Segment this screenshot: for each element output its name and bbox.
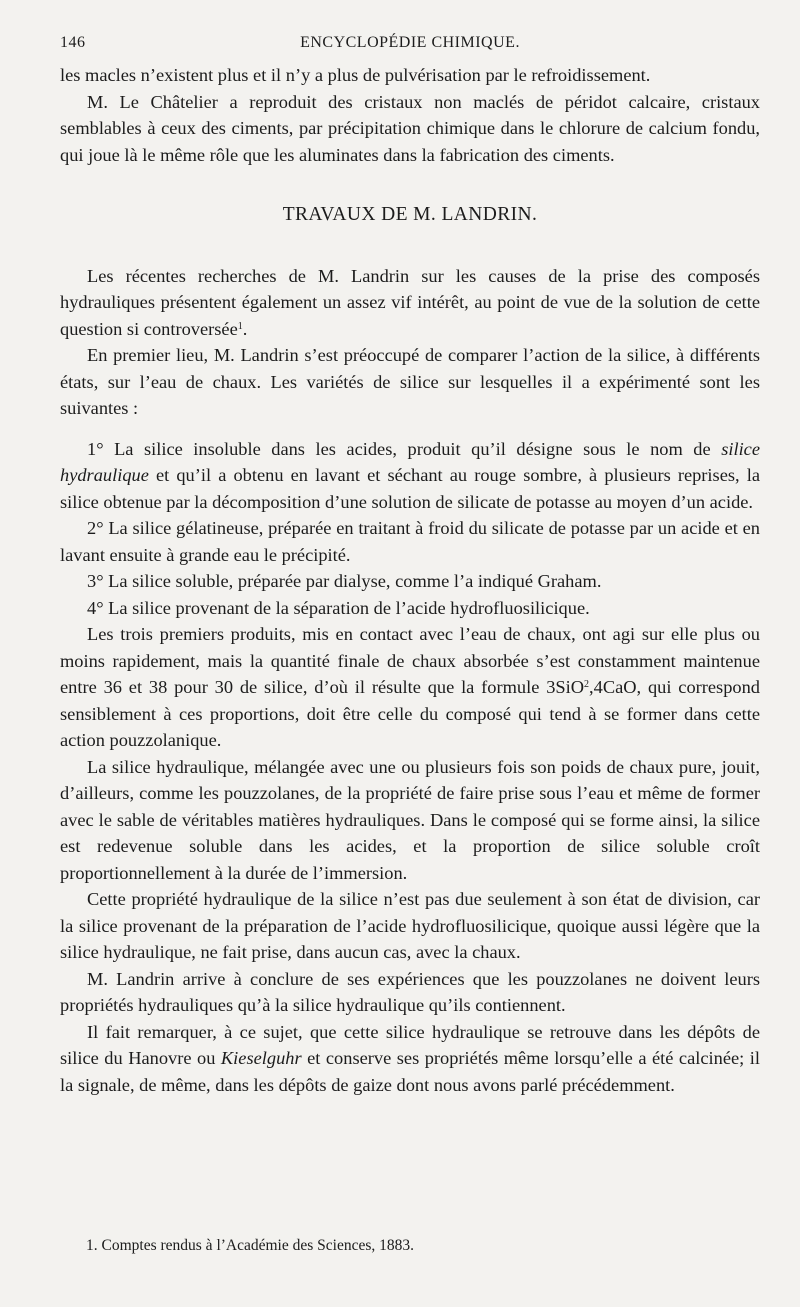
paragraph — [60, 1019, 760, 1099]
list-item — [60, 436, 760, 516]
paragraph: Cette propriété hydraulique de la silice n’est pas due seulement à son état de division, car la silice provenant de la préparation de l’acide hydrofluosilicique, quoique aussi légère que la silice hydraulique, ne fait prise, dans aucun cas, avec la chaux. — [60, 889, 760, 962]
paragraph-text: Il fait remarquer, à ce sujet, que cette silice hydraulique se retrouve dans les dépôts de silice du Hanovre ou — [60, 1021, 760, 1068]
body-text — [60, 62, 760, 1098]
paragraph-text: Les récentes recherches de M. Landrin sur les causes de la prise des composés hydrauliques présentent également un assez vif intérêt, au point de vue de la solution de cette question si controversée — [60, 265, 760, 339]
running-title: ENCYCLOPÉDIE CHIMIQUE. — [300, 34, 520, 51]
list-item-text-end: et qu’il a obtenu en lavant et séchant au rouge sombre, à plusieurs reprises, la silice obtenue par la décomposition d’une solution de silicate de potasse au moyen d’un acide. — [60, 465, 760, 512]
paragraph: La silice hydraulique, mélangée avec une ou plusieurs fois son poids de chaux pure, jouit, d’ailleurs, comme les pouzzolanes, de la propriété de faire prise sous l’eau et même de former avec le sable de véritables matières hydrauliques. Dans le composé qui se forme ainsi, la silice est redevenue soluble dans les acides, et la proportion de silice soluble croît proportionnellement à la durée de l’immersion. — [60, 756, 760, 883]
page-header — [60, 34, 760, 56]
footnote: 1. Comptes rendus à l’Académie des Sciences, 1883. — [86, 1237, 414, 1254]
footnote-reference: 1 — [237, 320, 243, 332]
list-item: 3° La silice soluble, préparée par dialyse, comme l’a indiqué Graham. — [87, 571, 602, 591]
paragraph — [60, 263, 760, 343]
paragraph-italic: Kieselguhr — [220, 1048, 302, 1068]
paragraph: M. Landrin arrive à conclure de ses expériences que les pouzzolanes ne doivent leurs propriétés hydrauliques qu’à la silice hydraulique qu’ils contiennent. — [60, 968, 760, 1015]
section-heading: TRAVAUX DE M. LANDRIN. — [282, 204, 538, 225]
paragraph-text-end: ,4CaO, qui correspond sensiblement à ces proportions, doit être celle du composé qui tend à se former dans cette action pouzzolanique. — [60, 677, 760, 750]
list-item: 4° La silice provenant de la séparation de l’acide hydrofluosilicique. — [87, 597, 590, 618]
paragraph: M. Le Châtelier a reproduit des cristaux non maclés de péridot calcaire, cristaux semblables à ceux des ciments, par précipitation chimique dans le chlorure de calcium fondu, qui joue là le même rôle que les aluminates dans la fabrication des ciments. — [60, 91, 760, 165]
paragraph: les macles n’existent plus et il n’y a plus de pulvérisation par le refroidissement. — [60, 65, 651, 85]
list-item: 2° La silice gélatineuse, préparée en traitant à froid du silicate de potasse par un acide et en lavant ensuite à grande eau le précipité. — [60, 518, 760, 565]
paragraph-end: . — [242, 318, 248, 339]
paragraph-text-end: et conserve ses propriétés même lorsqu’elle a été calcinée; il la signale, de même, dans les dépôts de gaize dont nous avons parlé précédemment. — [60, 1048, 760, 1095]
list-item-italic: silice hydraulique — [60, 438, 760, 485]
paragraph: En premier lieu, M. Landrin s’est préoccupé de comparer l’action de la silice, à différents états, sur l’eau de chaux. Les variétés de silice sur lesquelles il a expérimenté sont les suivantes : — [60, 345, 760, 418]
paragraph-text: Les trois premiers produits, mis en contact avec l’eau de chaux, ont agi sur elle plus ou moins rapidement, mais la quantité finale de chaux absorbée s’est constamment maintenue entre 36 et 38 pour 30 de silice, d’où il résulte que la formule 3SiO — [60, 624, 760, 697]
list-item-text: 1° La silice insoluble dans les acides, produit qu’il désigne sous le nom de — [87, 438, 722, 459]
paragraph — [60, 621, 760, 754]
page-number: 146 — [60, 34, 86, 51]
superscript: 2 — [584, 679, 590, 690]
